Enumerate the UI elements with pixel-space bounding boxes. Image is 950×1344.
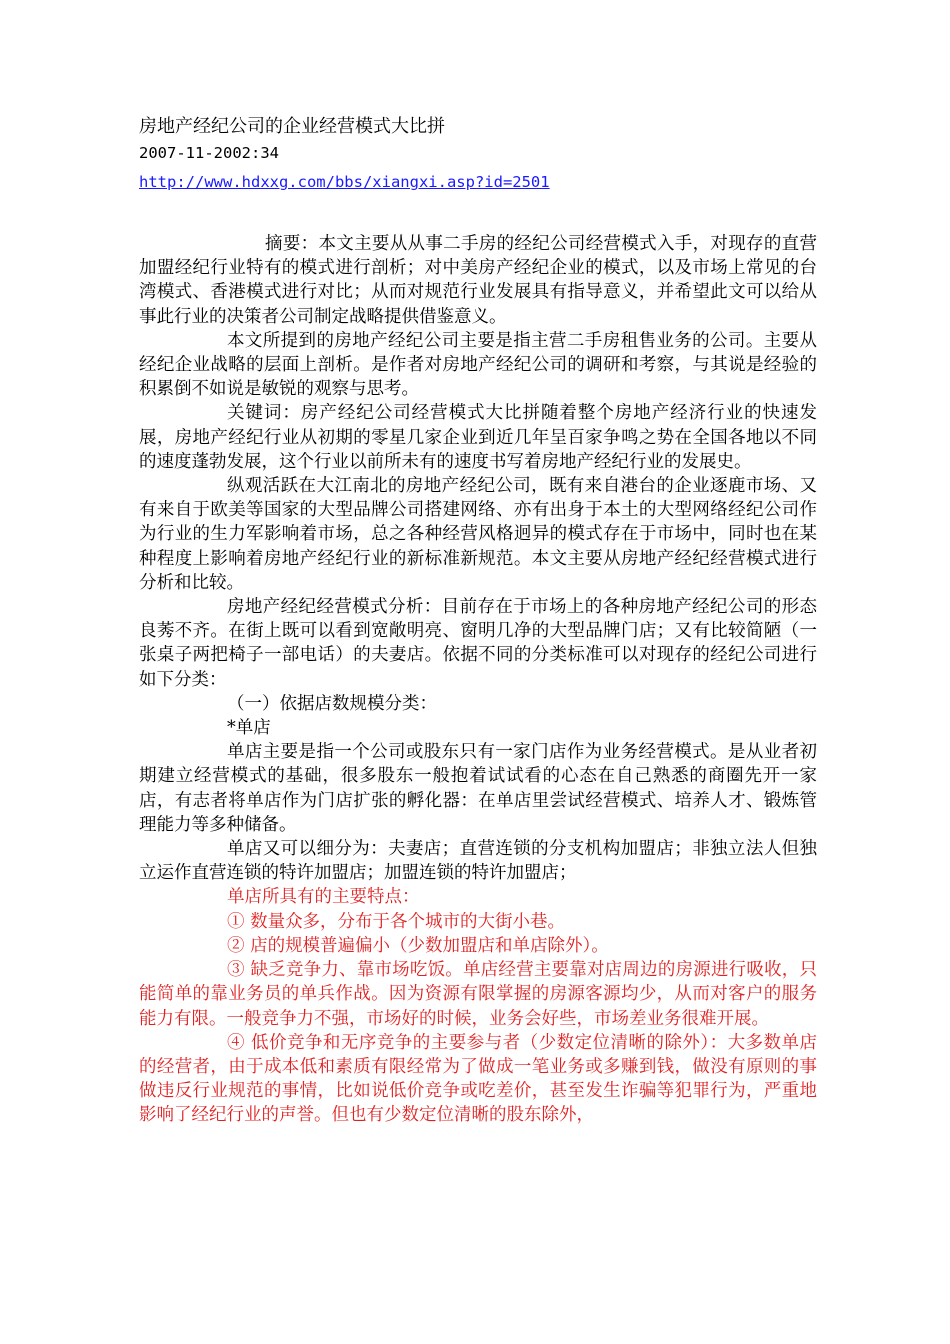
paragraph: 本文所提到的房地产经纪公司主要是指主营二手房租售业务的公司。主要从经纪企业战略的层面上剖析。是作者对房地产经纪公司的调研和考察，与其说是经验的积累倒不如说是敏锐的观察与思考。 — [139, 330, 817, 400]
paragraph: （一）依据店数规模分类： — [227, 693, 437, 714]
list-item-red: ③ 缺乏竞争力、靠市场吃饭。单店经营主要靠对店周边的房源进行吸收，只能简单的靠业务员的单兵作战。因为资源有限掌握的房源客源均少，从而对客户的服务能力有限。一般竞争力不强，市场好的时候，业务会好些，市场差业务很难开展。 — [139, 960, 817, 1029]
document-date: 2007-11-2002:34 — [139, 144, 279, 162]
paragraph-red: 单店所具有的主要特点： — [227, 887, 420, 908]
document-body — [139, 232, 817, 1128]
list-item-red: ② 店的规模普遍偏小（少数加盟店和单店除外）。 — [227, 935, 609, 956]
paragraph: 房地产经纪经营模式分析：目前存在于市场上的各种房地产经纪公司的形态良莠不齐。在街上既可以看到宽敞明亮、窗明几净的大型品牌门店；又有比较简陋（一张桌子两把椅子一部电话）的夫妻店。依据不同的分类标准可以对现存的经纪公司进行如下分类： — [139, 597, 817, 690]
list-item-red: ① 数量众多，分布于各个城市的大街小巷。 — [227, 911, 566, 932]
paragraph: 单店主要是指一个公司或股东只有一家门店作为业务经营模式。是从业者初期建立经营模式的基础，很多股东一般抱着试试看的心态在自己熟悉的商圈先开一家店，有志者将单店作为门店扩张的孵化器：在单店里尝试经营模式、培养人才、锻炼管理能力等多种储备。 — [139, 742, 817, 835]
list-item-red: ④ 低价竞争和无序竞争的主要参与者（少数定位清晰的除外）：大多数单店的经营者，由于成本低和素质有限经常为了做成一笔业务或多赚到钱，做没有原则的事做违反行业规范的事情，比如说低价竞争或吃差价，甚至发生诈骗等犯罪行为，严重地影响了经纪行业的声誉。但也有少数定位清晰的股东除外， — [139, 1032, 817, 1126]
paragraph: 单店又可以细分为：夫妻店；直营连锁的分支机构加盟店；非独立法人但独立运作直营连锁的特许加盟店；加盟连锁的特许加盟店； — [139, 839, 817, 884]
paragraph: 摘要：本文主要从从事二手房的经纪公司经营模式入手，对现存的直营加盟经纪行业特有的模式进行剖析；对中美房产经纪企业的模式，以及市场上常见的台湾模式、香港模式进行对比；从而对规范行业发展具有指导意义，并希望此文可以给从事此行业的决策者公司制定战略提供借鉴意义。 — [139, 234, 817, 327]
source-link[interactable]: http://www.hdxxg.com/bbs/xiangxi.asp?id=2501 — [139, 173, 550, 191]
document-title: 房地产经纪公司的企业经营模式大比拼 — [139, 116, 445, 137]
paragraph: 关键词：房产经纪公司经营模式大比拼随着整个房地产经济行业的快速发展，房地产经纪行业从初期的零星几家企业到近几年呈百家争鸣之势在全国各地以不同的速度蓬勃发展，这个行业以前所未有的速度书写着房地产经纪行业的发展史。 — [139, 403, 817, 472]
paragraph: 纵观活跃在大江南北的房地产经纪公司，既有来自港台的企业逐鹿市场、又有来自于欧美等国家的大型品牌公司搭建网络、亦有出身于本土的大型网络经纪公司作为行业的生力军影响着市场，总之各种经营风格迥异的模式存在于市场中，同时也在某种程度上影响着房地产经纪行业的新标准新规范。本文主要从房地产经纪经营模式进行分析和比较。 — [139, 476, 817, 593]
document-header — [139, 114, 829, 196]
paragraph: *单店 — [227, 718, 271, 739]
